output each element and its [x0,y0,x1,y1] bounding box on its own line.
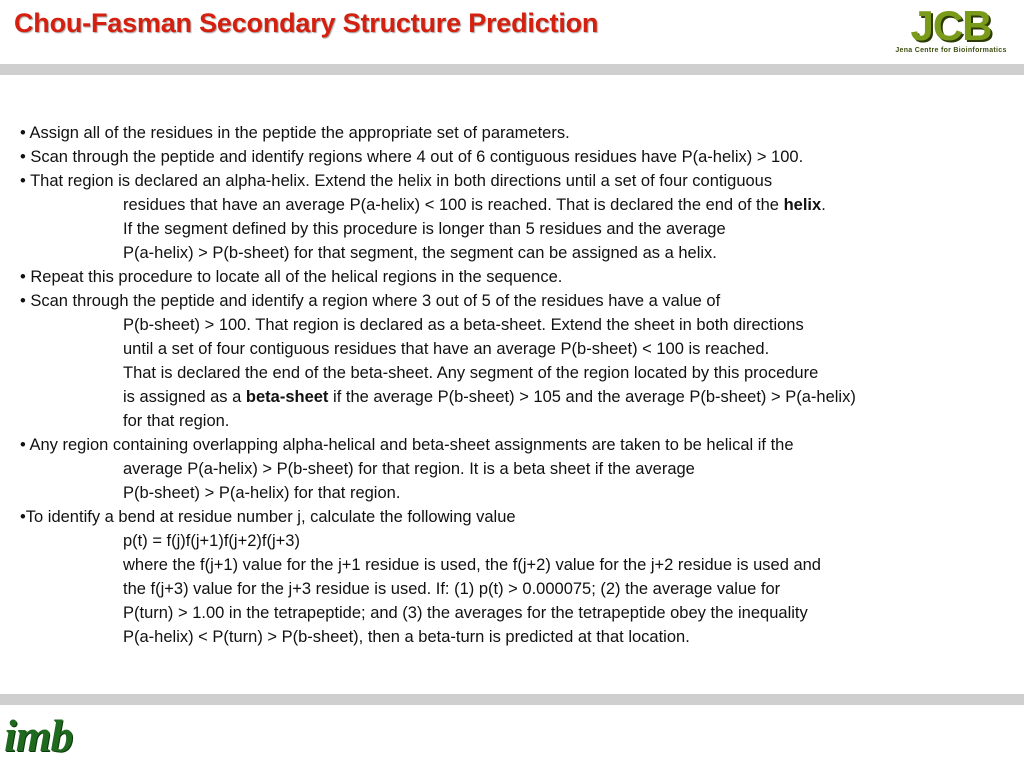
slide-body [20,121,1015,649]
text-run: residues that have an average P(a-helix) < 100 is reached. That is declared the end of the [123,196,784,214]
footer-divider [0,694,1024,705]
jcb-logo-subtitle: Jena Centre for Bioinformatics [895,47,1007,54]
bullet-assign-parameters: • Assign all of the residues in the peptide the appropriate set of parameters. [20,124,570,142]
slide-title: Chou-Fasman Secondary Structure Prediction [14,8,599,38]
bullet-scan-sheet-line: for that region. [123,412,230,430]
bullet-identify-bend-line: the f(j+3) value for the j+3 residue is used. If: (1) p(t) > 0.000075; (2) the average value for [123,580,781,598]
bullet-identify-bend-line: P(turn) > 1.00 in the tetrapeptide; and (3) the averages for the tetrapeptide obey the inequality [123,604,808,622]
bullet-declare-helix-line: P(a-helix) > P(b-sheet) for that segment, the segment can be assigned as a helix. [123,244,717,262]
bullet-declare-helix: • That region is declared an alpha-helix. Extend the helix in both directions until a set of four contiguous [20,172,773,190]
text-run: . [821,196,826,214]
bullet-scan-helix: • Scan through the peptide and identify regions where 4 out of 6 contiguous residues have P(a-helix) > 100. [20,148,804,166]
header-divider [0,64,1024,75]
bullet-declare-helix-line: If the segment defined by this procedure is longer than 5 residues and the average [123,220,726,238]
bullet-identify-bend: •To identify a bend at residue number j, calculate the following value [20,508,516,526]
jcb-logo [886,4,1016,58]
bullet-identify-bend-line: where the f(j+1) value for the j+1 residue is used, the f(j+2) value for the j+2 residue is used and [123,556,821,574]
bullet-overlapping-regions-line: average P(a-helix) > P(b-sheet) for that region. It is a beta sheet if the average [123,460,695,478]
bullet-repeat-procedure: • Repeat this procedure to locate all of the helical regions in the sequence. [20,268,563,286]
bend-formula: p(t) = f(j)f(j+1)f(j+2)f(j+3) [123,532,300,550]
imb-logo-text: imb [4,710,73,761]
jcb-logo-letters: JCB [910,2,992,49]
bullet-declare-helix-line [20,193,1015,217]
bullet-overlapping-regions-line: P(b-sheet) > P(a-helix) for that region. [123,484,401,502]
bullet-overlapping-regions: • Any region containing overlapping alpha-helical and beta-sheet assignments are taken to be helical if the [20,436,794,454]
helix-term: helix [783,196,822,214]
imb-logo [4,708,104,764]
bullet-scan-sheet-line: until a set of four contiguous residues that have an average P(b-sheet) < 100 is reached. [123,340,770,358]
bullet-scan-sheet-line: P(b-sheet) > 100. That region is declared as a beta-sheet. Extend the sheet in both directions [123,316,804,334]
bullet-scan-sheet: • Scan through the peptide and identify a region where 3 out of 5 of the residues have a value of [20,292,721,310]
beta-sheet-term: beta-sheet [245,388,329,406]
bullet-scan-sheet-line [20,385,1015,409]
text-run: if the average P(b-sheet) > 105 and the average P(b-sheet) > P(a-helix) [328,388,856,406]
bullet-scan-sheet-line: That is declared the end of the beta-sheet. Any segment of the region located by this procedure [123,364,819,382]
text-run: is assigned as a [123,388,246,406]
bullet-identify-bend-line: P(a-helix) < P(turn) > P(b-sheet), then a beta-turn is predicted at that location. [123,628,690,646]
